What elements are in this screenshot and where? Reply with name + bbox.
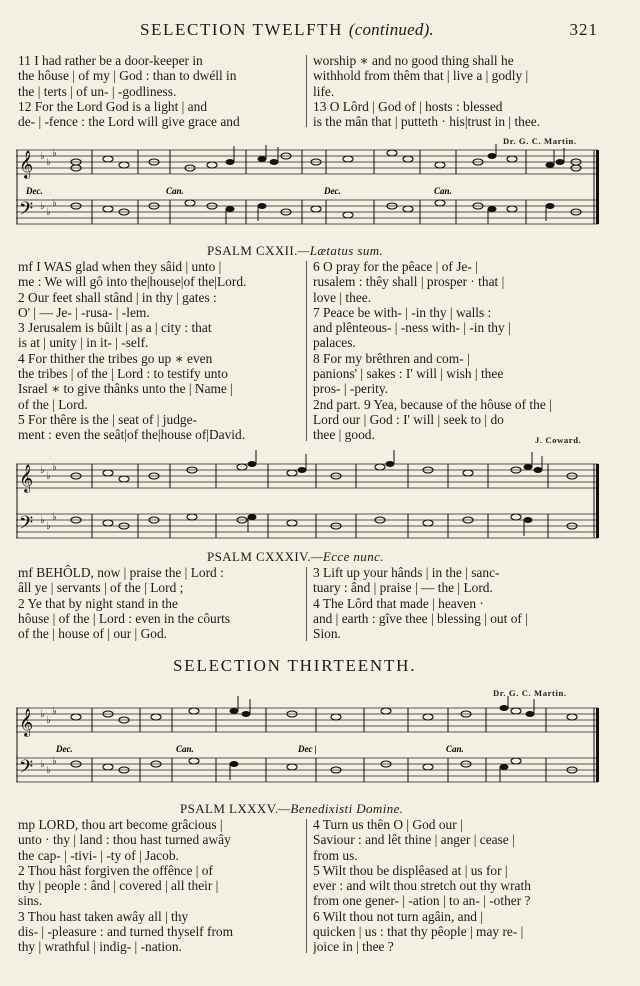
verse-line: 8 For my brêthren and com- |: [313, 350, 470, 366]
chant1-composer: Dr. G. C. Martin.: [503, 136, 577, 146]
svg-text:♭: ♭: [46, 471, 51, 482]
left-column: [18, 259, 301, 443]
verse-line: the tribes | of the | Lord : to testify unto: [18, 366, 228, 382]
verse-line: dis- | -pleasure : and turned thyself from: [18, 924, 234, 940]
svg-text:♭: ♭: [52, 148, 57, 159]
svg-text:♭: ♭: [46, 715, 51, 726]
left-column: [18, 53, 301, 129]
psalm85-heading: PSALM LXXXV.—Benedixisti Domine.: [180, 801, 404, 816]
verse-line: 2 Our feet shall stând | in thy | gates :: [18, 289, 217, 305]
svg-text:♭: ♭: [40, 151, 45, 162]
verse-line: withhold from thêm that | live a | godly |: [313, 68, 529, 84]
verse-line: de- | -fence : the Lord will give grace and: [18, 114, 240, 130]
selection13-composer: Dr. G. C. Martin.: [493, 688, 567, 698]
verse-line: of the | house of | our | God.: [18, 626, 167, 642]
psalm134-heading: PSALM CXXXIV.—Ecce nunc.: [207, 549, 384, 564]
svg-text:♭: ♭: [52, 706, 57, 717]
svg-text:♭: ♭: [46, 157, 51, 168]
verse-line: quicken | us : that thy pêople | may re- |: [313, 924, 524, 940]
chant-label: Dec.: [26, 186, 43, 196]
verse-line: 3 Thou hast taken awây all | thy: [18, 908, 189, 924]
verse-line: ever : and wilt thou stretch out thy wrath: [313, 878, 531, 894]
verse-line: is the mân that | putteth · his|trust in | thee.: [313, 114, 541, 130]
verse-line: 3 Lift up your hânds | in the | sanc-: [313, 565, 500, 580]
verse-line: rusalem : thêy shall | prosper · that |: [313, 274, 505, 290]
verse-line: from one gener- | -ation | to an- | -other ?: [313, 893, 531, 909]
chant-label: Dec.: [324, 186, 341, 196]
verse-line: Saviour : and lêt thine | anger | cease |: [313, 832, 515, 848]
verse-line: ment : even the seât|of the|house of|David.: [18, 427, 246, 443]
column-divider: [306, 261, 307, 441]
column-divider: [306, 567, 307, 641]
column-divider: [306, 819, 307, 953]
chant-label: Can.: [434, 186, 452, 196]
svg-text:♭: ♭: [40, 465, 45, 476]
svg-text:♭: ♭: [40, 515, 45, 526]
chant-label: Dec |: [298, 744, 317, 754]
left-column: [18, 817, 301, 955]
verse-line: love | thee.: [313, 289, 372, 305]
svg-text:♭: ♭: [52, 756, 57, 767]
verse-line: Israel ∗ to give thânks unto the | Name |: [18, 381, 233, 397]
svg-text:𝄢: 𝄢: [19, 513, 34, 538]
verse-line: mf BEHÔLD, now | praise the | Lord :: [18, 565, 224, 580]
svg-text:𝄞: 𝄞: [19, 464, 34, 492]
verse-line: 2 Ye that by night stand in the: [18, 595, 178, 611]
psalm122-heading: PSALM CXXII.—Lætatus sum.: [207, 243, 384, 258]
verse-line: O' | — Je- | -rusa- | -lem.: [18, 304, 150, 320]
chant-label: Can.: [446, 744, 464, 754]
svg-text:♭: ♭: [46, 521, 51, 532]
selection13-title: SELECTION THIRTEENTH.: [173, 656, 417, 675]
column-divider: [306, 55, 307, 127]
verse-line: mf I WAS glad when they sâid | unto |: [18, 259, 222, 274]
svg-text:♭: ♭: [52, 198, 57, 209]
verse-line: 2nd part. 9 Yea, because of the hôuse of the |: [313, 396, 552, 412]
verse-line: panions' | sakes : I' will | wish | thee: [313, 366, 504, 382]
verse-line: worship ∗ and no good thing shall he: [313, 53, 514, 68]
verse-line: tuary : ând | praise | — the | Lord.: [313, 580, 493, 596]
verse-line: and plênteous- | -ness with- | -in thy |: [313, 320, 511, 336]
verse-line: mp LORD, thou art become grâcious |: [18, 817, 223, 832]
running-title: SELECTION TWELFTH (continued).: [140, 20, 434, 39]
verse-line: 5 For thêre is the | seat of | judge-: [18, 411, 198, 427]
right-column: [313, 259, 622, 443]
right-column: [313, 53, 622, 129]
verse-line: of the | Lord.: [18, 396, 88, 412]
verse-line: the cap- | -tivi- | -ty of | Jacob.: [18, 847, 179, 863]
page-number: 321: [569, 20, 598, 39]
chant-label: Can.: [166, 186, 184, 196]
svg-text:♭: ♭: [52, 462, 57, 473]
verse-line: and | earth : gîve thee | blessing | out of |: [313, 610, 528, 626]
psalm122-composer: J. Coward.: [535, 435, 582, 445]
verse-line: 2 Thou hâst forgiven the offênce | of: [18, 862, 213, 878]
verse-line: 12 For the Lord God is a light | and: [18, 98, 208, 114]
verse-line: the hôuse | of my | God : than to dwéll in: [18, 68, 237, 84]
right-column: [313, 817, 622, 955]
svg-text:♭: ♭: [40, 201, 45, 212]
verse-line: the | terts | of un- | -godliness.: [18, 83, 177, 99]
chant-label: Can.: [176, 744, 194, 754]
verse-line: 4 For thither the tribes go up ∗ even: [18, 350, 213, 366]
verse-line: thy | people : ând | covered | all their |: [18, 878, 219, 894]
verse-line: 13 O Lôrd | God of | hosts : blessed: [313, 98, 503, 114]
continued-note: (continued).: [348, 20, 434, 39]
verse-line: 3 Jerusalem is bûilt | as a | city : that: [18, 320, 212, 336]
verse-line: pros- | -perity.: [313, 381, 389, 397]
svg-text:♭: ♭: [40, 709, 45, 720]
svg-text:𝄞: 𝄞: [19, 708, 34, 736]
verse-line: unto · thy | land : thou hast turned awây: [18, 832, 231, 848]
running-head: [0, 20, 640, 44]
verse-line: is at | unity | in it- | -self.: [18, 335, 149, 351]
verse-line: 11 I had rather be a door-keeper in: [18, 53, 203, 68]
verse-line: life.: [313, 83, 335, 99]
verse-line: sins.: [18, 893, 43, 909]
verse-line: Sion.: [313, 626, 341, 642]
svg-text:♭: ♭: [46, 207, 51, 218]
verse-line: 4 Turn us thên O | God our |: [313, 817, 463, 832]
verse-line: from us.: [313, 847, 358, 863]
svg-text:♭: ♭: [52, 512, 57, 523]
verse-line: âll ye | servants | of the | Lord ;: [18, 580, 184, 596]
svg-text:𝄞: 𝄞: [19, 150, 34, 178]
svg-text:♭: ♭: [40, 759, 45, 770]
chant2-music: [16, 444, 620, 544]
chant1-music: [16, 144, 620, 236]
chant-label: Dec.: [56, 744, 73, 754]
svg-text:𝄢: 𝄢: [19, 199, 34, 224]
chant3-music: [16, 696, 620, 792]
verse-line: Lord our | God : I' will | seek to | do: [313, 411, 504, 427]
verse-line: 5 Wilt thou be displêased at | us for |: [313, 862, 508, 878]
verse-line: thee | good.: [313, 427, 375, 443]
verse-line: palaces.: [313, 335, 356, 351]
verse-line: thy | wrathful | indig- | -nation.: [18, 939, 182, 955]
verse-line: 6 Wilt thou not turn agâin, and |: [313, 908, 483, 924]
verse-line: 7 Peace be with- | -in thy | walls :: [313, 304, 492, 320]
verse-line: 4 The Lôrd that made | heaven ·: [313, 595, 484, 611]
verse-line: joice in | thee ?: [313, 939, 394, 955]
svg-text:𝄢: 𝄢: [19, 757, 34, 782]
verse-line: hôuse | of the | Lord : even in the côurts: [18, 610, 231, 626]
verse-line: me : We will gô into the|house|of the|Lord.: [18, 274, 247, 290]
left-column: [18, 565, 301, 641]
verse-line: 6 O pray for the pêace | of Je- |: [313, 259, 478, 274]
svg-text:♭: ♭: [46, 765, 51, 776]
right-column: [313, 565, 622, 641]
